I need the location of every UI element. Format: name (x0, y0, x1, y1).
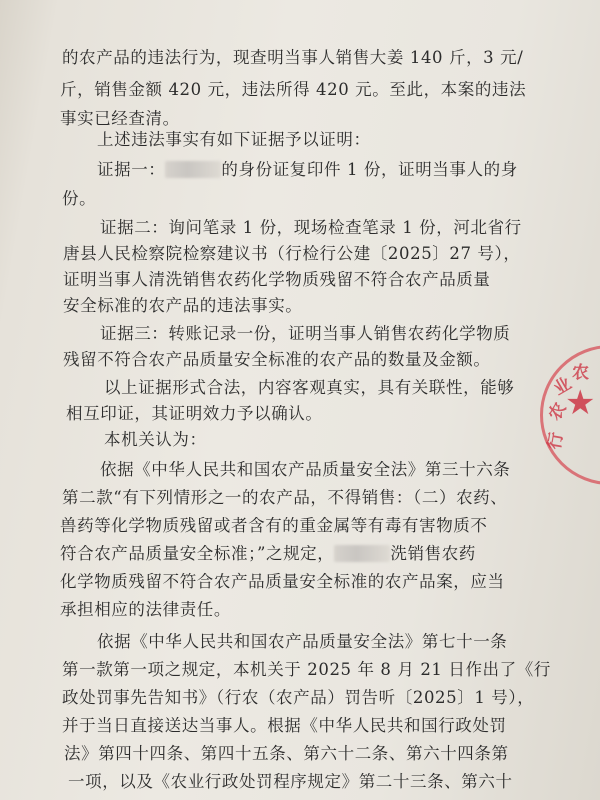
line-text: 证明当事人清洗销售农药化学物质残留不符合农产品质量 (63, 270, 491, 289)
text-line (62, 488, 507, 508)
text-line (97, 130, 371, 150)
text-line (68, 772, 513, 792)
line-text: 第二款“有下列情形之一的农产品，不得销售：（二）农药、 (62, 488, 508, 507)
line-text: 安全标准的农产品的违法事实。 (63, 296, 303, 315)
line-text: 本机关认为： (104, 430, 207, 449)
text-line (62, 189, 96, 209)
text-line (66, 404, 323, 424)
seal-char-2: 业 (550, 373, 576, 400)
line-text-continued: 的身份证复印件 1 份，证明当事人的身 (221, 160, 518, 179)
line-text: 证据二：询问笔录 1 份，现场检查笔录 1 份，河北省行 (100, 218, 522, 237)
line-text: 份。 (62, 189, 97, 208)
text-line (60, 516, 488, 536)
text-line (62, 688, 534, 708)
seal-char-1: 农 (572, 363, 589, 383)
text-line (63, 296, 302, 316)
line-text: 斤，销售金额 420 元，违法所得 420 元。至此，本案的违法 (60, 80, 527, 99)
line-text: 依据《中华人民共和国农产品质量安全法》第三十六条 (100, 460, 511, 479)
line-text: 一项，以及《农业行政处罚程序规定》第二十三条、第六十 (68, 772, 513, 791)
text-line (63, 244, 520, 264)
text-line (104, 430, 207, 450)
text-line (60, 544, 476, 564)
redacted-name (165, 161, 221, 178)
text-line (97, 632, 507, 652)
line-text: 证据三：转账记录一份，证明当事人销售农药化学物质 (100, 324, 511, 343)
line-text: 符合农产品质量安全标准；”之规定， (60, 544, 335, 563)
text-line (100, 460, 510, 480)
redacted-name (334, 545, 390, 562)
text-line (62, 48, 523, 68)
text-line (100, 324, 510, 344)
line-text: 兽药等化学物质残留或者含有的重金属等有毒有害物质不 (60, 516, 488, 535)
line-text: 法》第四十四条、第四十五条、第六十二条、第六十四条第 (64, 744, 509, 763)
text-line (62, 716, 507, 736)
line-text: 并于当日直接送达当事人。根据《中华人民共和国行政处罚 (62, 716, 507, 735)
line-text: 唐县人民检察院检察建议书（行检行公建〔2025〕27 号）， (63, 244, 521, 263)
line-text: 政处罚事先告知书》（行农（农产品）罚告听〔2025〕1 号）， (62, 688, 535, 707)
line-text: 化学物质残留不符合农产品质量安全标准的农产品案，应当 (60, 572, 505, 591)
text-line (97, 160, 518, 180)
text-line (60, 572, 505, 592)
text-line (63, 350, 491, 370)
line-text: 依据《中华人民共和国农产品质量安全法》第七十一条 (97, 632, 508, 651)
text-line (62, 660, 551, 680)
line-text: 残留不符合农产品质量安全标准的农产品的数量及金额。 (63, 350, 491, 369)
seal-star-icon: ★ (565, 383, 596, 423)
seal-char-4: 行 (544, 430, 568, 452)
line-text: 以上证据形式合法，内容客观真实，具有关联性，能够 (104, 378, 515, 397)
line-text: 的农产品的违法行为，现查明当事人销售大姜 140 斤，3 元/ (62, 48, 524, 67)
text-line (100, 218, 522, 238)
text-line (60, 109, 180, 129)
line-text: 承担相应的法律责任。 (60, 600, 231, 619)
line-text: 相互印证，其证明效力予以确认。 (66, 404, 323, 423)
line-text: 第一款第一项之规定，本机关于 2025 年 8 月 21 日作出了《行 (62, 660, 551, 679)
seal-char-3: 农 (544, 399, 571, 425)
line-text: 上述违法事实有如下证据予以证明： (97, 130, 371, 149)
line-text: 事实已经查清。 (60, 109, 180, 128)
text-line (104, 378, 514, 398)
text-line (63, 270, 491, 290)
line-text-continued: 洗销售农药 (390, 544, 476, 563)
text-line (60, 600, 231, 620)
text-line (64, 744, 509, 764)
text-line (60, 80, 526, 100)
line-text: 证据一： (97, 160, 166, 179)
